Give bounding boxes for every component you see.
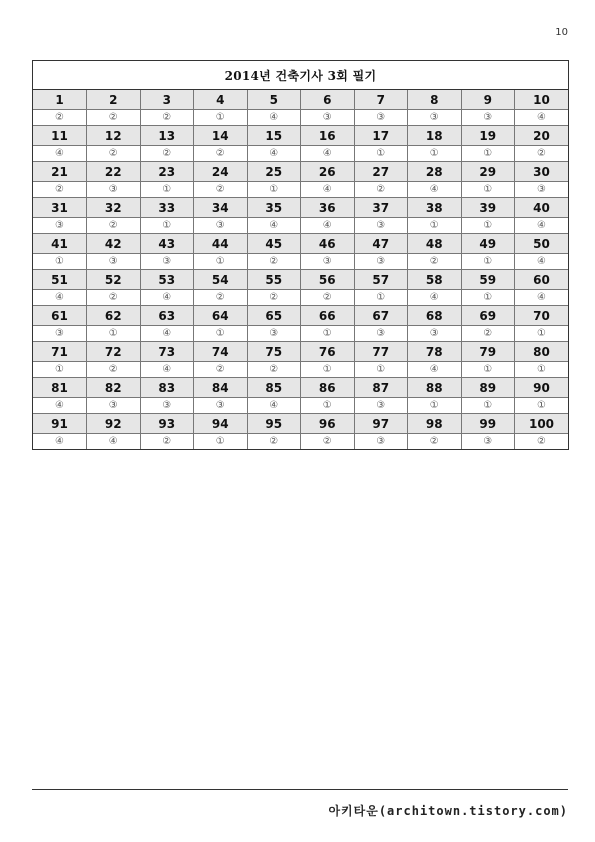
answer-cell: ④ (408, 290, 462, 306)
answer-cell: ① (194, 434, 248, 450)
question-number-cell: 3 (140, 90, 194, 110)
answer-cell: ① (408, 146, 462, 162)
answer-cell: ② (301, 434, 355, 450)
question-number-cell: 64 (194, 306, 248, 326)
answer-cell: ③ (140, 254, 194, 270)
answer-cell: ④ (140, 290, 194, 306)
answer-cell: ③ (194, 398, 248, 414)
answer-cell: ② (140, 146, 194, 162)
answer-cell: ③ (354, 398, 408, 414)
answer-cell: ② (87, 110, 141, 126)
question-number-cell: 86 (301, 378, 355, 398)
question-number-cell: 6 (301, 90, 355, 110)
answer-cell: ① (461, 398, 515, 414)
question-number-cell: 57 (354, 270, 408, 290)
answer-cell: ① (87, 326, 141, 342)
question-number-cell: 68 (408, 306, 462, 326)
question-number-cell: 85 (247, 378, 301, 398)
question-number-cell: 58 (408, 270, 462, 290)
answer-cell: ④ (87, 434, 141, 450)
answer-cell: ④ (140, 362, 194, 378)
answer-cell: ③ (301, 110, 355, 126)
answer-cell: ④ (33, 290, 87, 306)
answer-cell: ② (87, 218, 141, 234)
question-number-cell: 10 (515, 90, 569, 110)
answer-cell: ① (194, 254, 248, 270)
question-number-cell: 54 (194, 270, 248, 290)
answer-cell: ① (408, 218, 462, 234)
footer-text: 아키타운(architown.tistory.com) (328, 804, 568, 818)
answer-cell: ④ (515, 218, 569, 234)
answer-cell: ② (247, 290, 301, 306)
question-number-cell: 28 (408, 162, 462, 182)
question-number-cell: 4 (194, 90, 248, 110)
question-number-cell: 46 (301, 234, 355, 254)
answer-cell: ③ (247, 326, 301, 342)
answer-cell: ④ (247, 146, 301, 162)
question-number-cell: 7 (354, 90, 408, 110)
question-number-cell: 18 (408, 126, 462, 146)
answer-cell: ③ (408, 110, 462, 126)
answer-cell: ② (247, 254, 301, 270)
question-number-cell: 75 (247, 342, 301, 362)
answer-cell: ④ (247, 398, 301, 414)
answer-cell: ③ (33, 218, 87, 234)
question-number-cell: 37 (354, 198, 408, 218)
answer-table (32, 60, 569, 450)
answer-cell: ④ (33, 434, 87, 450)
question-number-row (33, 306, 568, 326)
answer-cell: ① (301, 362, 355, 378)
question-number-cell: 77 (354, 342, 408, 362)
answer-cell: ② (461, 326, 515, 342)
question-number-cell: 62 (87, 306, 141, 326)
answer-cell: ② (354, 182, 408, 198)
answer-cell: ③ (87, 254, 141, 270)
answer-cell: ③ (87, 182, 141, 198)
question-number-cell: 8 (408, 90, 462, 110)
answer-row (33, 146, 568, 162)
answer-cell: ① (247, 182, 301, 198)
answer-cell: ② (194, 290, 248, 306)
answer-cell: ① (461, 362, 515, 378)
answer-cell: ② (33, 110, 87, 126)
question-number-cell: 27 (354, 162, 408, 182)
answer-cell: ④ (408, 182, 462, 198)
answer-cell: ② (87, 146, 141, 162)
answer-cell: ① (354, 290, 408, 306)
answer-cell: ② (194, 182, 248, 198)
answer-cell: ① (408, 398, 462, 414)
question-number-cell: 15 (247, 126, 301, 146)
question-number-row (33, 414, 568, 434)
question-number-cell: 39 (461, 198, 515, 218)
answer-cell: ② (408, 434, 462, 450)
answer-cell: ④ (515, 110, 569, 126)
question-number-cell: 91 (33, 414, 87, 434)
question-number-cell: 45 (247, 234, 301, 254)
answer-cell: ① (194, 326, 248, 342)
answer-cell: ③ (354, 110, 408, 126)
table-title: 2014년 건축기사 3회 필기 (33, 61, 568, 90)
answer-cell: ③ (33, 326, 87, 342)
answer-cell: ② (87, 362, 141, 378)
question-number-cell: 74 (194, 342, 248, 362)
question-number-cell: 9 (461, 90, 515, 110)
answer-cell: ③ (354, 218, 408, 234)
question-number-cell: 69 (461, 306, 515, 326)
question-number-cell: 42 (87, 234, 141, 254)
question-number-cell: 34 (194, 198, 248, 218)
question-number-cell: 59 (461, 270, 515, 290)
answer-cell: ② (247, 434, 301, 450)
answer-cell: ① (461, 290, 515, 306)
answer-cell: ① (515, 326, 569, 342)
answer-cell: ② (515, 146, 569, 162)
question-number-cell: 13 (140, 126, 194, 146)
answer-cell: ② (140, 110, 194, 126)
question-number-cell: 93 (140, 414, 194, 434)
question-number-row (33, 90, 568, 110)
question-number-cell: 11 (33, 126, 87, 146)
question-number-cell: 97 (354, 414, 408, 434)
answer-cell: ② (140, 434, 194, 450)
answer-cell: ② (247, 362, 301, 378)
question-number-cell: 94 (194, 414, 248, 434)
question-number-cell: 76 (301, 342, 355, 362)
question-number-row (33, 270, 568, 290)
answer-cell: ② (194, 146, 248, 162)
answer-cell: ④ (247, 218, 301, 234)
question-number-cell: 70 (515, 306, 569, 326)
question-number-cell: 40 (515, 198, 569, 218)
question-number-cell: 31 (33, 198, 87, 218)
answer-row (33, 434, 568, 450)
question-number-cell: 99 (461, 414, 515, 434)
page-number: 10 (555, 27, 568, 38)
answer-cell: ④ (33, 398, 87, 414)
question-number-cell: 81 (33, 378, 87, 398)
question-number-cell: 55 (247, 270, 301, 290)
answer-cell: ④ (515, 290, 569, 306)
answer-cell: ③ (408, 326, 462, 342)
question-number-cell: 51 (33, 270, 87, 290)
question-number-cell: 78 (408, 342, 462, 362)
question-number-cell: 43 (140, 234, 194, 254)
question-number-cell: 92 (87, 414, 141, 434)
answer-cell: ③ (140, 398, 194, 414)
question-number-cell: 73 (140, 342, 194, 362)
question-number-cell: 25 (247, 162, 301, 182)
answer-cell: ① (461, 146, 515, 162)
question-number-cell: 87 (354, 378, 408, 398)
answer-row (33, 182, 568, 198)
answer-cell: ② (301, 290, 355, 306)
answer-cell: ③ (354, 434, 408, 450)
question-number-cell: 56 (301, 270, 355, 290)
answer-cell: ③ (87, 398, 141, 414)
question-number-cell: 63 (140, 306, 194, 326)
answer-row (33, 326, 568, 342)
answer-cell: ③ (515, 182, 569, 198)
question-number-cell: 29 (461, 162, 515, 182)
question-number-cell: 17 (354, 126, 408, 146)
question-number-cell: 95 (247, 414, 301, 434)
question-number-cell: 98 (408, 414, 462, 434)
question-number-cell: 61 (33, 306, 87, 326)
question-number-cell: 83 (140, 378, 194, 398)
question-number-cell: 72 (87, 342, 141, 362)
answer-cell: ① (140, 218, 194, 234)
question-number-cell: 52 (87, 270, 141, 290)
question-number-row (33, 234, 568, 254)
question-number-cell: 33 (140, 198, 194, 218)
answer-cell: ② (194, 362, 248, 378)
question-number-row (33, 126, 568, 146)
answer-cell: ① (515, 398, 569, 414)
question-number-cell: 49 (461, 234, 515, 254)
question-number-cell: 38 (408, 198, 462, 218)
answer-row (33, 110, 568, 126)
answer-cell: ① (354, 146, 408, 162)
answer-cell: ① (461, 254, 515, 270)
footer-divider (32, 789, 568, 790)
answer-cell: ③ (461, 110, 515, 126)
answer-cell: ④ (301, 146, 355, 162)
answer-cell: ① (33, 362, 87, 378)
question-number-cell: 48 (408, 234, 462, 254)
answer-cell: ① (33, 254, 87, 270)
question-number-cell: 22 (87, 162, 141, 182)
question-number-cell: 30 (515, 162, 569, 182)
answer-cell: ④ (408, 362, 462, 378)
question-number-row (33, 162, 568, 182)
question-number-cell: 79 (461, 342, 515, 362)
question-number-cell: 66 (301, 306, 355, 326)
answer-cell: ④ (140, 326, 194, 342)
answer-cell: ① (140, 182, 194, 198)
question-number-cell: 2 (87, 90, 141, 110)
question-number-cell: 89 (461, 378, 515, 398)
question-number-cell: 82 (87, 378, 141, 398)
question-number-cell: 21 (33, 162, 87, 182)
answer-cell: ③ (354, 254, 408, 270)
answer-cell: ① (461, 218, 515, 234)
question-number-cell: 16 (301, 126, 355, 146)
question-number-row (33, 342, 568, 362)
question-number-cell: 26 (301, 162, 355, 182)
answer-cell: ② (515, 434, 569, 450)
question-number-cell: 23 (140, 162, 194, 182)
question-number-cell: 90 (515, 378, 569, 398)
question-number-cell: 36 (301, 198, 355, 218)
answer-cell: ② (87, 290, 141, 306)
answer-row (33, 218, 568, 234)
answer-row (33, 398, 568, 414)
answer-row (33, 254, 568, 270)
answer-cell: ① (461, 182, 515, 198)
answer-cell: ② (33, 182, 87, 198)
question-number-cell: 47 (354, 234, 408, 254)
answer-cell: ④ (247, 110, 301, 126)
question-number-cell: 60 (515, 270, 569, 290)
question-number-cell: 50 (515, 234, 569, 254)
question-number-cell: 5 (247, 90, 301, 110)
question-number-row (33, 198, 568, 218)
answer-cell: ① (354, 362, 408, 378)
question-number-cell: 80 (515, 342, 569, 362)
answer-cell: ② (408, 254, 462, 270)
answer-cell: ③ (354, 326, 408, 342)
answer-grid (33, 90, 568, 449)
question-number-cell: 67 (354, 306, 408, 326)
question-number-cell: 41 (33, 234, 87, 254)
answer-row (33, 290, 568, 306)
question-number-cell: 12 (87, 126, 141, 146)
question-number-cell: 84 (194, 378, 248, 398)
answer-cell: ① (515, 362, 569, 378)
question-number-cell: 96 (301, 414, 355, 434)
question-number-cell: 65 (247, 306, 301, 326)
question-number-cell: 88 (408, 378, 462, 398)
answer-cell: ④ (301, 218, 355, 234)
question-number-cell: 14 (194, 126, 248, 146)
answer-cell: ① (301, 398, 355, 414)
answer-cell: ① (301, 326, 355, 342)
question-number-cell: 71 (33, 342, 87, 362)
question-number-cell: 1 (33, 90, 87, 110)
answer-cell: ③ (194, 218, 248, 234)
answer-row (33, 362, 568, 378)
question-number-row (33, 378, 568, 398)
question-number-cell: 35 (247, 198, 301, 218)
answer-cell: ③ (301, 254, 355, 270)
answer-cell: ④ (301, 182, 355, 198)
question-number-cell: 24 (194, 162, 248, 182)
answer-cell: ③ (461, 434, 515, 450)
question-number-cell: 44 (194, 234, 248, 254)
question-number-cell: 20 (515, 126, 569, 146)
answer-cell: ① (194, 110, 248, 126)
question-number-cell: 19 (461, 126, 515, 146)
question-number-cell: 53 (140, 270, 194, 290)
answer-cell: ④ (33, 146, 87, 162)
question-number-cell: 32 (87, 198, 141, 218)
answer-cell: ④ (515, 254, 569, 270)
question-number-cell: 100 (515, 414, 569, 434)
